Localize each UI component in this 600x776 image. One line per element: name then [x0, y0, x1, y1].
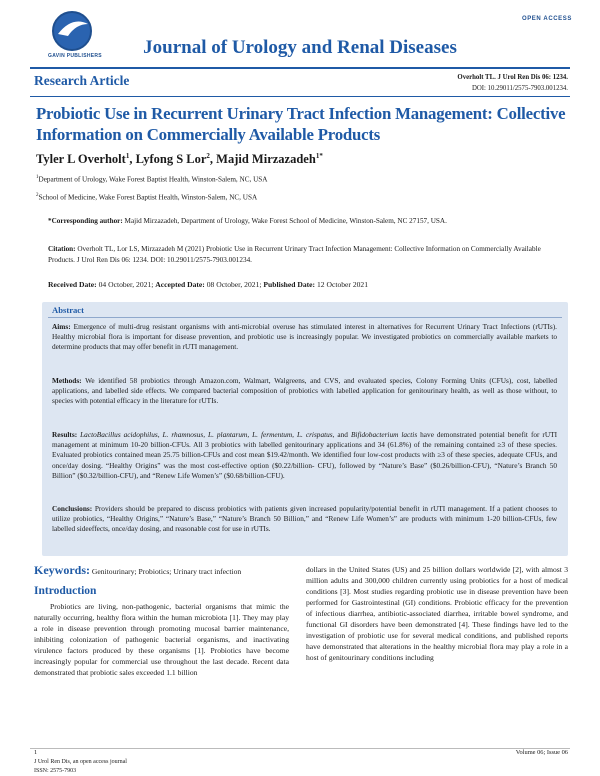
conclusions-text: Providers should be prepared to discuss probiotics with patients given increased popularity/potential benefit in rUTI management. If a patient chooses to utilize probiotics, “Healthy Origins,” “Nature’s Base,” “Nature’s Branch 50 Billion,” and “Renew Life Women’s” are products with minimum 1-20 billion-CFUs, few labelled sideeffects, once/day dosing, and reasonable cost for use in rUTIs.	[52, 504, 557, 534]
citation	[48, 244, 566, 265]
page-number: 1	[34, 749, 38, 756]
received-date: 04 October, 2021;	[98, 280, 154, 289]
results-species: LactoBacillus acidophilus, L. rhamnosus, L. plantarum, L. fermentum, L. crispatus,	[80, 430, 335, 439]
author-name: Tyler L Overholt	[36, 152, 126, 167]
affiliation	[36, 175, 267, 183]
author-affil-mark: 2	[206, 152, 210, 160]
author-name: Lyfong S Lor	[135, 152, 207, 167]
author-list: Tyler L Overholt$^1$, Lyfong S Lor$^2$, Majid Mirzazadeh$^{1*}$	[36, 152, 323, 167]
corresponding-label: *Corresponding author:	[48, 217, 123, 225]
keywords-label: Keywords:	[34, 563, 90, 577]
header-divider-2	[30, 96, 570, 97]
citation-label: Citation:	[48, 245, 76, 253]
keywords	[34, 563, 241, 578]
introduction-left-column: Probiotics are living, non-pathogenic, bacterial organisms that mimic the naturally occurring, healthy flora within the human microbiota [1]. They may play a role in disease prevention through promoting mucosal barrier maintenance, inhibiting colonization of pathogenic bacterial organisms, and inactivating virulence factors produced by these organisms [1]. Probiotics have become increasingly popular for commercial use throughout the last decade. Recent data demonstrated that probiotic sales exceeded 1.1 billion	[34, 602, 289, 677]
published-date: 12 October 2021	[316, 280, 369, 289]
header-citation-line: Overholt TL. J Urol Ren Dis 06: 1234.	[457, 74, 568, 81]
header-doi: DOI: 10.29011/2575-7903.001234.	[471, 85, 568, 92]
accepted-date: 08 October, 2021;	[206, 280, 262, 289]
corresponding-text: Majid Mirzazadeh, Department of Urology, Wake Forest School of Medicine, Winston-Salem, NC 27157, USA.	[124, 217, 447, 225]
introduction-right-column: dollars in the United States (US) and 25 billion dollars worldwide [2], with almost 3 million adults and 300,000 children currently using probiotics for a host of medical conditions [3]. Most studies regarding probiotic use in disease prevention have been performed for Gastrointestinal (GI) conditions. Probiotic efficacy for the prevention of infectious diarrhea, antibiotic-associated diarrhea, irritable bowel syndrome, and functional GI disorders have been demonstrated [4]. These findings have led to the investigation of probiotic use for several medical conditions, and published reports have demonstrated that alterations in the healthy microbial flora may play a role in a host of genitourinary conditions including	[306, 565, 568, 662]
abstract-divider	[48, 317, 562, 318]
abstract-conclusions	[52, 504, 557, 535]
aims-label: Aims:	[52, 322, 71, 331]
accepted-label: Accepted Date:	[155, 280, 205, 289]
conclusions-label: Conclusions:	[52, 504, 93, 513]
footer-divider	[30, 748, 570, 749]
footer-journal: J Urol Ren Dis, an open access journal	[34, 759, 127, 765]
results-species-2: Bifidobacterium lactis	[350, 430, 418, 439]
footer-issn: ISSN: 2575-7903	[34, 768, 77, 774]
affiliation-text: Department of Urology, Wake Forest Baptist Health, Winston-Salem, NC, USA	[38, 175, 268, 184]
affiliation-text: School of Medicine, Wake Forest Baptist Health, Winston-Salem, NC, USA	[38, 193, 258, 202]
published-label: Published Date:	[263, 280, 316, 289]
open-access-label: OPEN ACCESS	[521, 16, 572, 22]
affiliation-mark: 1	[36, 175, 39, 180]
received-label: Received Date:	[48, 280, 97, 289]
volume-issue: Volume 06; Issue 06	[515, 749, 568, 756]
results-and: and	[337, 430, 348, 439]
paper-title: Probiotic Use in Recurrent Urinary Tract Infection Management: Collective Information on Commercially Available Products	[36, 104, 566, 144]
affiliation-mark: 2	[36, 193, 39, 198]
results-label: Results:	[52, 430, 78, 439]
citation-text: Overholt TL, Lor LS, Mirzazadeh M (2021) Probiotic Use in Recurrent Urinary Tract Infection Management: Collective Information on Commercially Available Products. J Urol Ren Dis 06: 1234. DOI: 10.29011/2575-7903.001234.	[48, 245, 541, 264]
keywords-text: Genitourinary; Probiotics; Urinary tract infection	[91, 567, 242, 576]
article-dates	[48, 280, 368, 289]
author-affil-mark: 1	[125, 152, 130, 160]
abstract-results	[52, 430, 557, 481]
introduction-heading: Introduction	[34, 585, 97, 597]
corresponding-author	[48, 216, 566, 227]
methods-label: Methods:	[52, 376, 82, 385]
abstract-heading: Abstract	[52, 305, 84, 315]
abstract-aims	[52, 322, 557, 353]
author-affil-mark: 1*	[315, 152, 323, 160]
aims-text: Emergence of multi-drug resistant organisms with anti-microbial overuse has stimulated interest in alternatives for Recurrent Urinary Tract Infections (rUTIs). Healthy microbial flora is important for disease prevention, and probiotic use is increasingly popular. We investigated probiotics on commercially available markets to determine products that may offer benefit in rUTI management.	[52, 322, 558, 352]
publisher-name: GAVIN PUBLISHERS	[48, 53, 102, 59]
abstract-methods	[52, 376, 557, 407]
open-access-badge	[522, 16, 572, 22]
results-text: have demonstrated potential benefit for rUTI management at minimum 10-20 billion-CFUs. All 3 probiotics with labelled genitourinary applications and 34 (61.8%) of the remaining contained ≥3 of these species. Evaluated probiotics contained mean 25.75 billion-CFUs and cost mean $19.42/month. We identified four low-cost products with ≥3 of these species, adequate CFUs, and once/day dosing. “Healthy Origins” was the most cost-effective option ($0.22/billion- CFU), followed by “Nature’s Base” ($0.26/billion-CFU), “Nature’s Branch 50 Billion” ($0.32/billion-CFU), and “Renew Life Women’s” ($0.68/billion-CFU).	[52, 430, 558, 480]
author-name: Majid Mirzazadeh	[216, 152, 316, 167]
affiliation	[36, 193, 257, 201]
methods-text: We identified 58 probiotics through Amazon.com, Walmart, Walgreens, and CVS, and evaluated species, Colony Forming Units (CFUs), cost, labelled applications, and labelled side effects. We compared bacterial composition of probiotics with labelled application for genitourinary health, as well as those without, to species with potential efficacy in the literature for rUTIs.	[52, 376, 557, 406]
header-citation	[457, 72, 568, 94]
article-type: Research Article	[34, 73, 130, 88]
header-divider	[30, 67, 570, 69]
journal-title: Journal of Urology and Renal Diseases	[143, 37, 457, 58]
